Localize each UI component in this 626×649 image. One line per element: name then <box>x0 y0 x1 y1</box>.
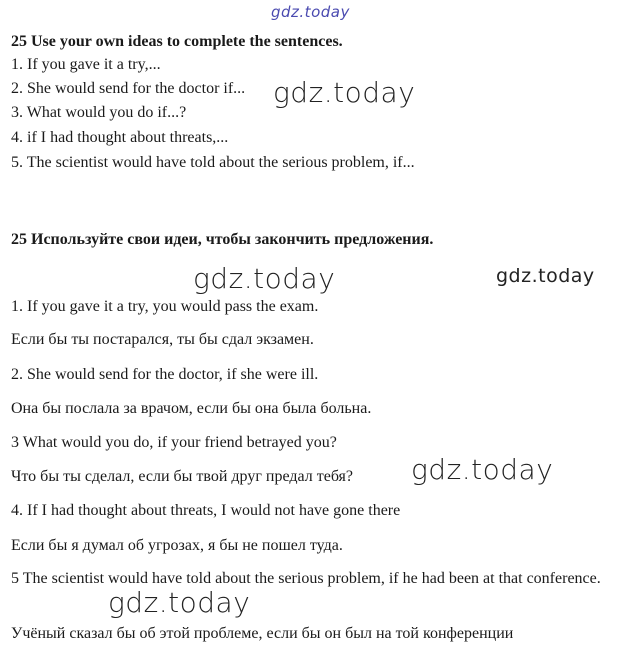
answer-line: 3 What would you do, if your friend betrayed you? <box>11 434 337 451</box>
exercise-item: 4. if I had thought about threats,... <box>11 129 229 146</box>
answer-translation: Если бы я думал об угрозах, я бы не пошел туда. <box>11 537 343 554</box>
watermark: gdz.today <box>411 453 554 486</box>
exercise-heading-en: 25 Use your own ideas to complete the sentences. <box>11 33 343 50</box>
exercise-item: 5. The scientist would have told about the serious problem, if... <box>11 154 415 171</box>
exercise-item: 2. She would send for the doctor if... <box>11 80 246 97</box>
answer-line: 2. She would send for the doctor, if she were ill. <box>11 366 319 383</box>
watermark: gdz.today <box>273 76 416 109</box>
watermark-top: gdz.today <box>271 3 350 21</box>
answer-line: 5 The scientist would have told about the serious problem, if he had been at that conference. <box>11 570 601 587</box>
answer-translation: Что бы ты сделал, если бы твой друг предал тебя? <box>11 468 354 485</box>
answer-line: 1. If you gave it a try, you would pass the exam. <box>11 298 319 315</box>
answer-translation: Учёный сказал бы об этой проблеме, если бы он был на той конференции <box>11 625 514 642</box>
watermark: gdz.today <box>496 265 595 287</box>
exercise-item: 1. If you gave it a try,... <box>11 56 161 73</box>
watermark: gdz.today <box>108 586 251 619</box>
exercise-item: 3. What would you do if...? <box>11 104 187 121</box>
answer-translation: Она бы послала за врачом, если бы она была больна. <box>11 400 372 417</box>
answer-translation: Если бы ты постарался, ты бы сдал экзамен. <box>11 331 314 348</box>
watermark: gdz.today <box>193 262 336 295</box>
answer-line: 4. If I had thought about threats, I would not have gone there <box>11 502 401 519</box>
exercise-heading-ru: 25 Используйте свои идеи, чтобы закончить предложения. <box>11 231 434 248</box>
